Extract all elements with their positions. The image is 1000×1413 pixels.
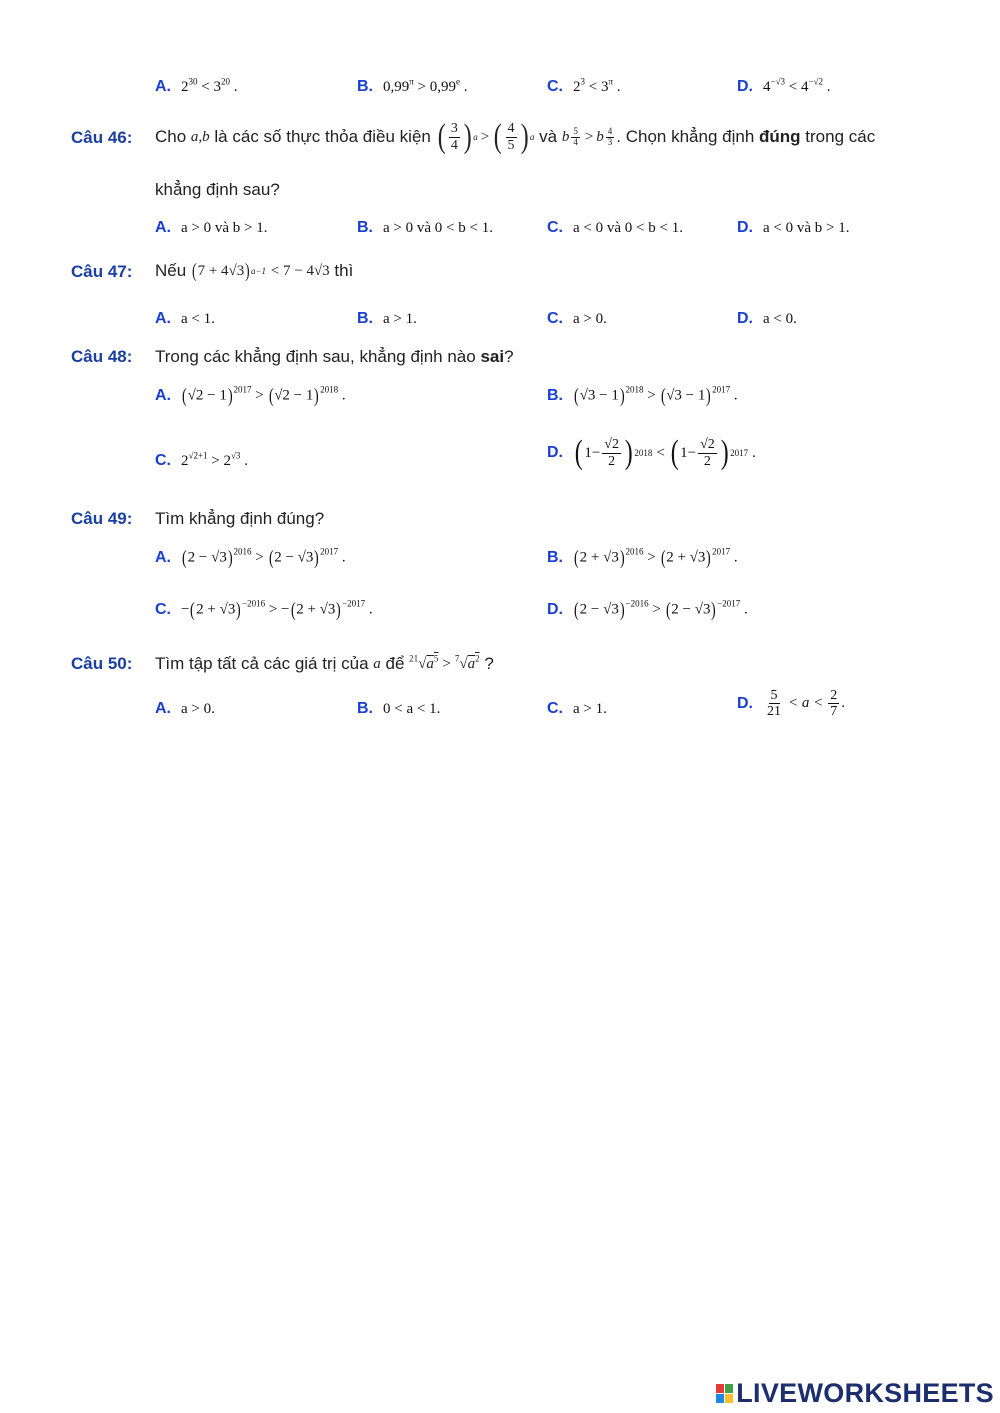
q49-option-b[interactable]: B. $(2 + √3)^{2016} > (2 + √3)^{2017}$ .: [547, 546, 738, 569]
q49-option-d[interactable]: D. $(2 - √3)^{-2016} > (2 - √3)^{-2017}$ .: [547, 598, 748, 621]
q45-option-d[interactable]: D. $4^{-√3} < 4^{-√2}$ .: [737, 75, 831, 95]
q45-option-a[interactable]: A. $2^{30} < 3^{20}$ .: [155, 75, 238, 95]
q48-stem: Trong các khẳng định sau, khẳng định nào sai?: [155, 347, 514, 366]
q46-stem-line2: khẳng định sau?: [155, 180, 280, 199]
q46-stem: Cho a,b là các số thực thỏa điều kiện ( $\frac{3}{4}$ ) a > ( $\frac{4}{5}$ ) a và b $\frac{5}{4}$ > b $\frac{4}{3}$ . Chọn khẳng định đúng trong các: [155, 118, 876, 155]
q45-option-b[interactable]: B. $0,99^\pi > 0,99e$ .: [357, 75, 468, 95]
q47-heading: Câu 47:: [71, 262, 133, 281]
q48-heading: Câu 48:: [71, 347, 133, 366]
q48-option-d[interactable]: D. ( 1− $\frac{√2}{2}$ ) 2018 < ( 1− $\frac{√2}{2}$ ) 2017 .: [547, 434, 756, 471]
q50-option-d[interactable]: D. $\frac{5}{21}$ < a < $\frac{2}{7}$ .: [737, 688, 845, 720]
q46-heading: Câu 46:: [71, 128, 133, 147]
q48-option-a[interactable]: A. $(√2 - 1)^{2017} > (√2 - 1)^{2018}$ .: [155, 384, 346, 407]
q49-option-c[interactable]: C. $-(2 + √3)^{-2016} > -(2 + √3)^{-2017}$ .: [155, 598, 373, 621]
q46-option-b[interactable]: B. a > 0 và 0 < b < 1.: [357, 219, 493, 236]
q47-option-a[interactable]: A. a < 1.: [155, 310, 215, 327]
q46-option-c[interactable]: C. a < 0 và 0 < b < 1.: [547, 219, 683, 236]
q49-option-a[interactable]: A. $(2 - √3)^{2016} > (2 - √3)^{2017}$ .: [155, 546, 346, 569]
q48-option-c[interactable]: C. $2^{√2+1} > 2^{√3}$ .: [155, 449, 248, 469]
q50-option-a[interactable]: A. a > 0.: [155, 700, 215, 717]
q50-heading: Câu 50:: [71, 654, 133, 673]
q48-option-b[interactable]: B. $(√3 - 1)^{2018} > (√3 - 1)^{2017}$ .: [547, 384, 738, 407]
q47-option-d[interactable]: D. a < 0.: [737, 310, 797, 327]
logo-mark-icon: [716, 1384, 733, 1403]
q47-stem: Nếu ( 7 + 4√3 ) a−1 < 7 − 4√3 thì: [155, 260, 354, 282]
q46-option-d[interactable]: D. a < 0 và b > 1.: [737, 219, 850, 236]
q50-option-c[interactable]: C. a > 1.: [547, 700, 607, 717]
q49-heading: Câu 49:: [71, 509, 133, 528]
q50-option-b[interactable]: B. 0 < a < 1.: [357, 700, 441, 717]
liveworksheets-logo: LIVEWORKSHEETS: [716, 1377, 994, 1409]
q45-option-c[interactable]: C. $2^3 < 3^\pi$ .: [547, 75, 621, 95]
q47-option-b[interactable]: B. a > 1.: [357, 310, 417, 327]
q47-option-c[interactable]: C. a > 0.: [547, 310, 607, 327]
q46-option-a[interactable]: A. a > 0 và b > 1.: [155, 219, 268, 236]
q49-stem: Tìm khẳng định đúng?: [155, 509, 325, 528]
q50-stem: Tìm tập tất cả các giá trị của a để $^{21}√a^5$ > $^7√a^2$ ?: [155, 652, 494, 673]
